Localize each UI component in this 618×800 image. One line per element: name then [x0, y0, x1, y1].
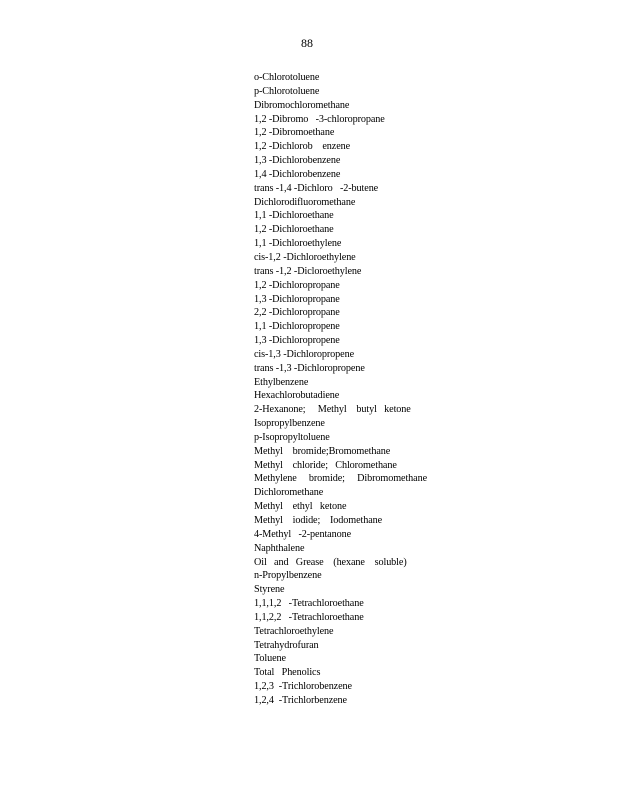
- list-item: 1,2 -Dichloroethane: [254, 224, 334, 236]
- list-item: Naphthalene: [254, 542, 305, 554]
- list-item: 1,1,1,2 -Tetrachloroethane: [254, 598, 364, 610]
- list-item: 1,2 -Dichloropropane: [254, 279, 340, 291]
- list-item: Hexachlorobutadiene: [254, 390, 340, 402]
- list-item: Dichlorodifluoromethane: [254, 196, 356, 208]
- list-item: Isopropylbenzene: [254, 418, 325, 430]
- list-item: p-Chlorotoluene: [254, 85, 320, 97]
- list-item: 2-Hexanone; Methyl butyl ketone: [254, 404, 411, 416]
- list-item: Toluene: [254, 653, 286, 665]
- list-item: Ethylbenzene: [254, 376, 309, 388]
- list-item: 4-Methyl -2-pentanone: [254, 528, 351, 540]
- list-item: Styrene: [254, 584, 285, 596]
- list-item: o-Chlorotoluene: [254, 72, 320, 83]
- list-item: 1,4 -Dichlorobenzene: [254, 168, 341, 180]
- list-item: Methylene bromide; Dibromomethane: [254, 473, 428, 485]
- list-item: 1,2,4 -Trichlorbenzene: [254, 694, 347, 706]
- compound-list: [254, 71, 427, 708]
- list-item: Oil and Grease (hexane soluble): [254, 556, 407, 568]
- list-item: Methyl ethyl ketone: [254, 501, 347, 513]
- list-item: 1,3 -Dichlorobenzene: [254, 155, 341, 167]
- list-item: Dichloromethane: [254, 487, 324, 499]
- list-item: trans -1,4 -Dichloro -2-butene: [254, 182, 379, 194]
- list-item: cis-1,3 -Dichloropropene: [254, 348, 355, 360]
- list-item: trans -1,3 -Dichloropropene: [254, 362, 365, 374]
- list-item: Methyl iodide; Iodomethane: [254, 515, 383, 526]
- list-item: p-Isopropyltoluene: [254, 431, 330, 443]
- list-item: 1,3 -Dichloropropane: [254, 293, 340, 305]
- list-item: trans -1,2 -Dicloroethylene: [254, 265, 362, 277]
- list-item: 1,3 -Dichloropropene: [254, 335, 340, 347]
- page-number: 88: [301, 36, 313, 50]
- list-item: 1,2 -Dibromoethane: [254, 127, 335, 139]
- list-item: Methyl chloride; Chloromethane: [254, 459, 397, 471]
- list-item: 1,2 -Dibromo -3-chloropropane: [254, 113, 385, 125]
- list-item: 1,2,3 -Trichlorobenzene: [254, 681, 352, 693]
- list-item: Total Phenolics: [254, 667, 321, 679]
- list-item: cis-1,2 -Dichloroethylene: [254, 251, 356, 263]
- list-item: Dibromochloromethane: [254, 99, 350, 111]
- list-item: 1,1 -Dichloroethane: [254, 210, 334, 222]
- list-item: Tetrahydrofuran: [254, 639, 319, 651]
- list-item: 1,1 -Dichloropropene: [254, 321, 340, 333]
- list-item: 1,1,2,2 -Tetrachloroethane: [254, 611, 364, 623]
- list-item: n-Propylbenzene: [254, 570, 322, 582]
- list-item: 2,2 -Dichloropropane: [254, 307, 340, 319]
- list-item: 1,1 -Dichloroethylene: [254, 238, 342, 250]
- list-item: Methyl bromide;Bromomethane: [254, 445, 391, 457]
- list-item: Tetrachloroethylene: [254, 625, 334, 637]
- list-item: 1,2 -Dichlorob enzene: [254, 141, 351, 153]
